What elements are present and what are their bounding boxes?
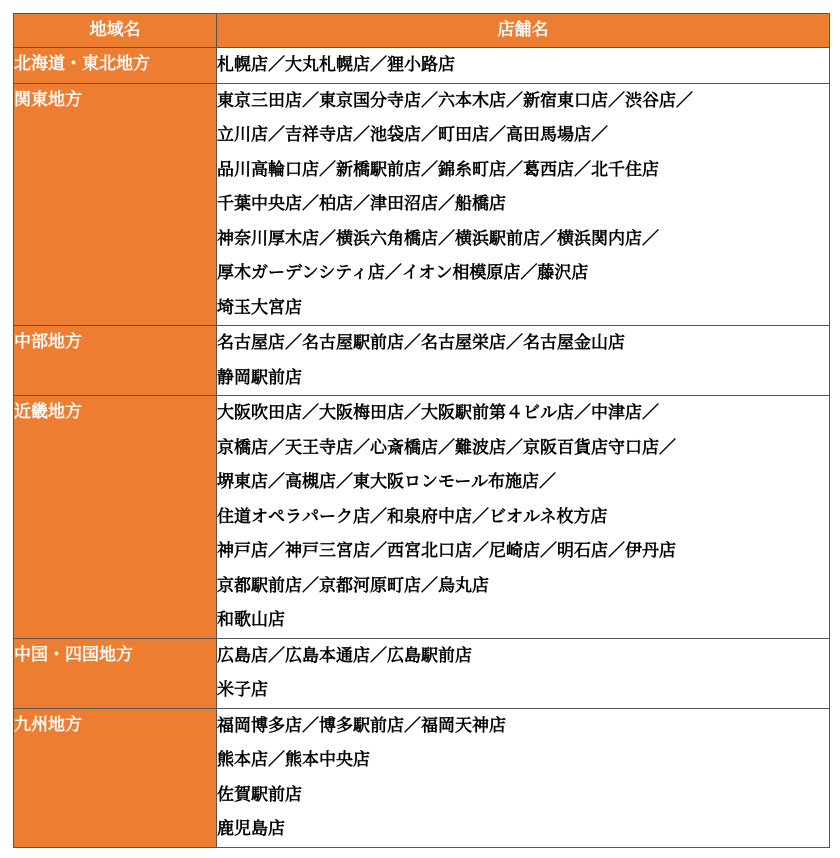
stores-cell	[217, 326, 830, 396]
table-header-row	[14, 14, 830, 48]
region-cell	[14, 708, 217, 847]
region-cell	[14, 83, 217, 326]
region-name: 九州地方	[14, 714, 82, 735]
stores-cell	[217, 83, 830, 326]
store-line: 品川高輪口店／新橋駅前店／錦糸町店／葛西店／北千住店	[217, 159, 659, 180]
store-line: 大阪吹田店／大阪梅田店／大阪駅前第４ビル店／中津店／	[217, 403, 659, 423]
store-line: 福岡博多店／博多駅前店／福岡天神店	[217, 715, 506, 736]
table-row	[14, 83, 830, 326]
stores-cell	[217, 638, 830, 708]
store-line: 熊本店／熊本中央店	[217, 750, 370, 770]
store-line: 立川店／吉祥寺店／池袋店／町田店／高田馬場店／	[217, 125, 608, 145]
region-name: 中部地方	[14, 332, 82, 352]
stores-cell	[217, 708, 830, 847]
store-line: 和歌山店	[217, 610, 285, 630]
region-cell	[14, 638, 217, 708]
store-line: 佐賀駅前店	[217, 784, 302, 805]
region-cell	[14, 326, 217, 396]
stores-cell	[217, 48, 830, 84]
region-name: 北海道・東北地方	[14, 54, 150, 74]
store-list-table	[13, 13, 830, 848]
region-cell	[14, 48, 217, 84]
store-line: 住道オペラパーク店／和泉府中店／ビオルネ枚方店	[217, 506, 608, 527]
stores-cell	[217, 396, 830, 639]
store-line: 京都駅前店／京都河原町店／烏丸店	[217, 575, 489, 596]
stores-column-header: 店舗名	[217, 14, 830, 48]
table-row	[14, 708, 830, 847]
store-line: 千葉中央店／柏店／津田沼店／船橋店	[217, 194, 506, 214]
store-line: 埼玉大宮店	[217, 297, 302, 318]
region-name: 関東地方	[14, 89, 82, 110]
store-line: 京橋店／天王寺店／心斎橋店／難波店／京阪百貨店守口店／	[217, 437, 676, 458]
table-row	[14, 326, 830, 396]
region-column-header: 地域名	[14, 14, 217, 48]
store-line: 東京三田店／東京国分寺店／六本木店／新宿東口店／渋谷店／	[217, 90, 693, 111]
region-name: 近畿地方	[14, 402, 82, 422]
store-line: 鹿児島店	[217, 819, 285, 839]
store-line: 堺東店／高槻店／東大阪ロンモール布施店／	[217, 472, 556, 492]
store-line: 札幌店／大丸札幌店／狸小路店	[217, 55, 455, 75]
table-row	[14, 638, 830, 708]
region-name: 中国・四国地方	[14, 644, 133, 665]
table-row	[14, 48, 830, 84]
store-line: 静岡駅前店	[217, 367, 302, 388]
store-line: 厚木ガーデンシティ店／イオン相模原店／藤沢店	[217, 263, 589, 283]
table-row	[14, 396, 830, 639]
store-line: 米子店	[217, 680, 268, 700]
store-line: 神戸店／神戸三宮店／西宮北口店／尼崎店／明石店／伊丹店	[217, 541, 676, 561]
store-line: 広島店／広島本通店／広島駅前店	[217, 645, 472, 666]
region-cell	[14, 396, 217, 639]
store-line: 名古屋店／名古屋駅前店／名古屋栄店／名古屋金山店	[217, 333, 625, 353]
store-line: 神奈川厚木店／横浜六角橋店／横浜駅前店／横浜関内店／	[217, 228, 659, 249]
